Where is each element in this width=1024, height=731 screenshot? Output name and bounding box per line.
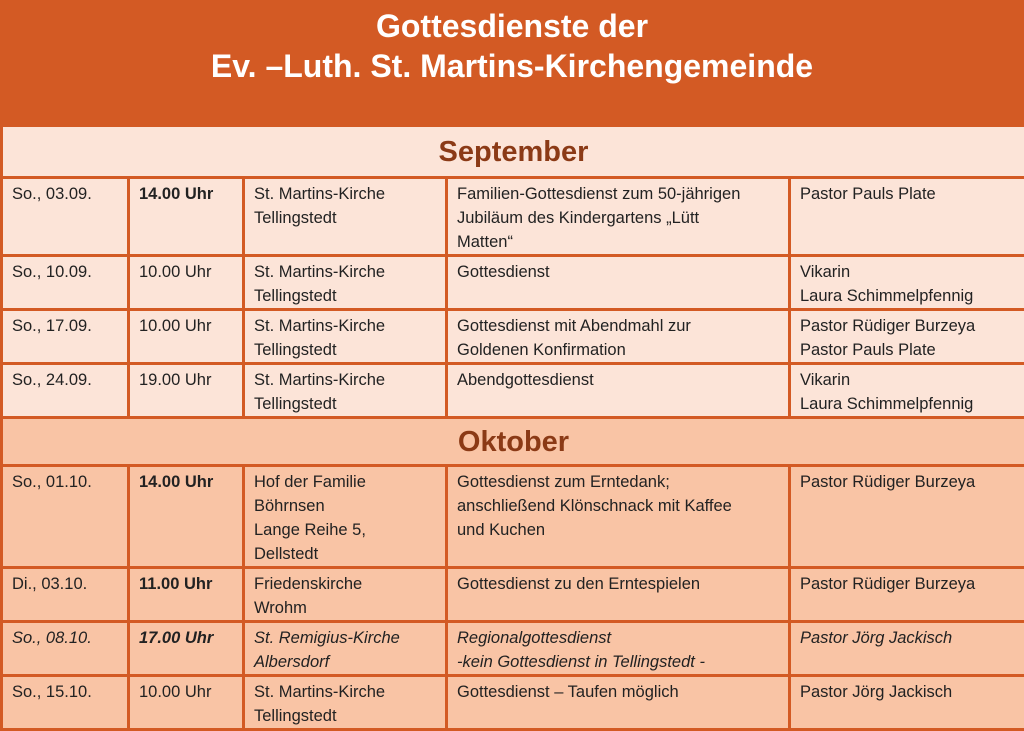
table-row	[2, 178, 1024, 256]
person-line: Vikarin	[800, 368, 1016, 392]
service-line: Gottesdienst zum Erntedank;	[457, 470, 780, 494]
date-cell: So., 08.10.	[2, 622, 129, 676]
time-cell: 19.00 Uhr	[129, 364, 244, 418]
table-row	[2, 364, 1024, 418]
person-cell	[790, 676, 1024, 730]
service-cell	[447, 466, 790, 568]
person-line: Laura Schimmelpfennig	[800, 392, 1016, 416]
place-cell	[244, 256, 447, 310]
date-cell: So., 10.09.	[2, 256, 129, 310]
place-cell	[244, 178, 447, 256]
person-cell	[790, 256, 1024, 310]
person-cell	[790, 622, 1024, 676]
place-cell	[244, 568, 447, 622]
month-heading-oktober: Oktober	[2, 418, 1024, 466]
time-cell: 17.00 Uhr	[129, 622, 244, 676]
place-line: St. Martins-Kirche	[254, 314, 437, 338]
place-line: Lange Reihe 5,	[254, 518, 437, 542]
place-cell	[244, 466, 447, 568]
date-cell: So., 15.10.	[2, 676, 129, 730]
place-line: St. Martins-Kirche	[254, 680, 437, 704]
service-line: Gottesdienst mit Abendmahl zur	[457, 314, 780, 338]
person-line: Pastor Rüdiger Burzeya	[800, 314, 1016, 338]
place-cell	[244, 364, 447, 418]
table-row	[2, 310, 1024, 364]
person-cell	[790, 310, 1024, 364]
person-line: Vikarin	[800, 260, 1016, 284]
service-cell	[447, 256, 790, 310]
place-line: Tellingstedt	[254, 338, 437, 362]
header-title-line2: Ev. –Luth. St. Martins-Kirchengemeinde	[0, 46, 1024, 86]
service-cell	[447, 178, 790, 256]
place-line: Hof der Familie	[254, 470, 437, 494]
date-cell: So., 01.10.	[2, 466, 129, 568]
place-line: Wrohm	[254, 596, 437, 620]
person-cell	[790, 364, 1024, 418]
time-cell: 11.00 Uhr	[129, 568, 244, 622]
person-line: Laura Schimmelpfennig	[800, 284, 1016, 308]
service-line: Gottesdienst – Taufen möglich	[457, 680, 780, 704]
service-line: Goldenen Konfirmation	[457, 338, 780, 362]
service-cell	[447, 568, 790, 622]
place-line: Tellingstedt	[254, 284, 437, 308]
service-cell	[447, 310, 790, 364]
table-row	[2, 466, 1024, 568]
place-line: St. Martins-Kirche	[254, 260, 437, 284]
month-heading-september: September	[2, 126, 1024, 178]
person-line: Pastor Pauls Plate	[800, 182, 1016, 206]
place-line: Tellingstedt	[254, 206, 437, 230]
place-line: St. Martins-Kirche	[254, 182, 437, 206]
time-cell: 14.00 Uhr	[129, 178, 244, 256]
place-line: Tellingstedt	[254, 392, 437, 416]
place-line: St. Martins-Kirche	[254, 368, 437, 392]
header-title-line1: Gottesdienste der	[0, 6, 1024, 46]
person-line: Pastor Rüdiger Burzeya	[800, 572, 1016, 596]
person-cell	[790, 178, 1024, 256]
service-line: Gottesdienst	[457, 260, 780, 284]
service-line: Matten“	[457, 230, 780, 254]
person-line: Pastor Pauls Plate	[800, 338, 1016, 362]
date-cell: Di., 03.10.	[2, 568, 129, 622]
person-cell	[790, 466, 1024, 568]
person-cell	[790, 568, 1024, 622]
service-line: Regionalgottesdienst	[457, 626, 780, 650]
date-cell: So., 24.09.	[2, 364, 129, 418]
service-line: anschließend Klönschnack mit Kaffee	[457, 494, 780, 518]
person-line: Pastor Jörg Jackisch	[800, 680, 1016, 704]
place-cell	[244, 622, 447, 676]
time-cell: 10.00 Uhr	[129, 676, 244, 730]
service-line: Gottesdienst zu den Erntespielen	[457, 572, 780, 596]
page-header	[0, 0, 1024, 124]
table-row	[2, 622, 1024, 676]
service-cell	[447, 676, 790, 730]
table-row	[2, 256, 1024, 310]
service-line: Abendgottesdienst	[457, 368, 780, 392]
place-line: St. Remigius-Kirche	[254, 626, 437, 650]
table-row	[2, 568, 1024, 622]
place-line: Dellstedt	[254, 542, 437, 566]
place-line: Tellingstedt	[254, 704, 437, 728]
time-cell: 14.00 Uhr	[129, 466, 244, 568]
services-table	[0, 124, 1024, 731]
person-line: Pastor Jörg Jackisch	[800, 626, 1016, 650]
service-line: -kein Gottesdienst in Tellingstedt -	[457, 650, 780, 674]
place-line: Friedenskirche	[254, 572, 437, 596]
service-cell	[447, 364, 790, 418]
place-cell	[244, 676, 447, 730]
time-cell: 10.00 Uhr	[129, 256, 244, 310]
service-line: Familien-Gottesdienst zum 50-jährigen	[457, 182, 780, 206]
person-line: Pastor Rüdiger Burzeya	[800, 470, 1016, 494]
date-cell: So., 03.09.	[2, 178, 129, 256]
service-line: und Kuchen	[457, 518, 780, 542]
service-line: Jubiläum des Kindergartens „Lütt	[457, 206, 780, 230]
place-cell	[244, 310, 447, 364]
place-line: Albersdorf	[254, 650, 437, 674]
date-cell: So., 17.09.	[2, 310, 129, 364]
time-cell: 10.00 Uhr	[129, 310, 244, 364]
table-row	[2, 676, 1024, 730]
service-cell	[447, 622, 790, 676]
place-line: Böhrnsen	[254, 494, 437, 518]
